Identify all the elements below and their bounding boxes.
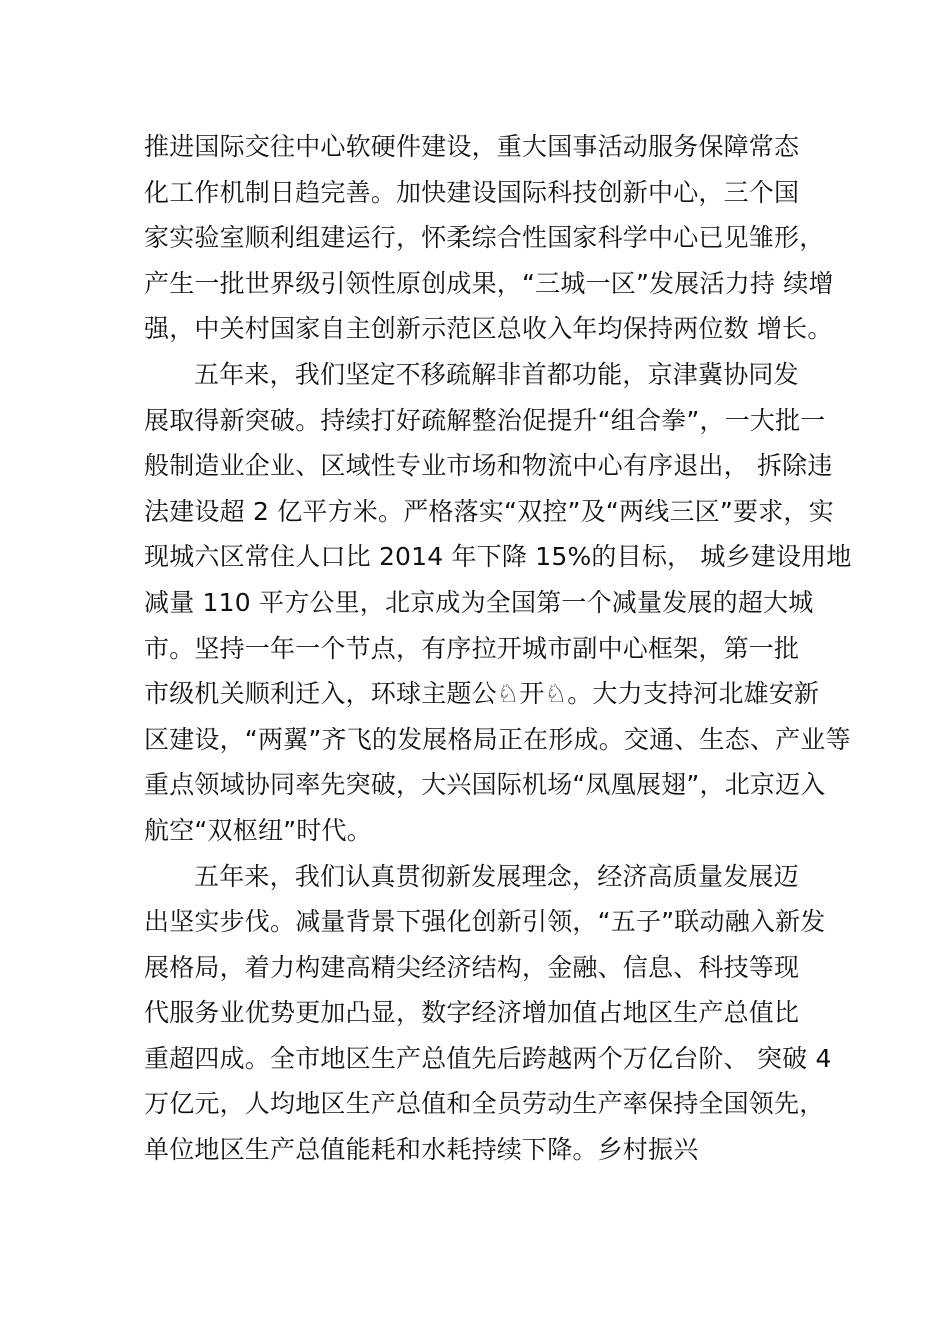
text-line: 家实验室顺利组建运行，怀柔综合性国家科学中心已见雏形， [144, 223, 825, 253]
text-line: 产生一批世界级引领性原创成果，“三城一区”发展活力持 续增 [144, 268, 834, 298]
document-body [144, 124, 852, 1173]
paragraph-1 [144, 124, 834, 352]
text-line: 区建设，“两翼”齐飞的发展格局正在形成。交通、生态、产业等 [144, 724, 851, 754]
paragraph-3 [144, 854, 834, 1173]
text-line: 航空“双枢纽”时代。 [144, 815, 372, 845]
text-line: 五年来，我们认真贯彻新发展理念，经济高质量发展迈 [194, 861, 799, 891]
text-line: 展格局，着力构建高精尖经济结构，金融、信息、科技等现 [144, 952, 800, 982]
text-line: 减量 110 平方公里，北京成为全国第一个减量发展的超大城 [144, 587, 814, 617]
text-line: 出坚实步伐。减量背景下强化创新引领，“五子”联动融入新发 [144, 907, 826, 937]
text-line: 现城六区常住人口比 2014 年下降 15%的目标， 城乡建设用地 [144, 542, 852, 572]
text-line: 市。坚持一年一个节点，有序拉开城市副中心框架，第一批 [144, 633, 800, 663]
text-line: 法建设超 2 亿平方米。严格落实“双控”及“两线三区”要求，实 [144, 496, 834, 526]
text-line: 重点领域协同率先突破，大兴国际机场“凤凰展翅”，北京迈入 [144, 770, 826, 800]
text-line: 展取得新突破。持续打好疏解整治促提升“组合拳”，一大批一 [144, 405, 826, 435]
text-line: 般制造业企业、区域性专业市场和物流中心有序退出， 拆除违 [144, 451, 833, 481]
text-line: 化工作机制日趋完善。加快建设国际科技创新中心，三个国 [144, 177, 800, 207]
text-line: 单位地区生产总值能耗和水耗持续下降。乡村振兴 [144, 1135, 699, 1165]
text-line: 代服务业优势更加凸显，数字经济增加值占地区生产总值比 [144, 998, 800, 1028]
text-line: 万亿元，人均地区生产总值和全员劳动生产率保持全国领先， [144, 1089, 825, 1119]
text-line: 五年来，我们坚定不移疏解非首都功能，京津冀协同发 [194, 359, 799, 389]
text-line: 强，中关村国家自主创新示范区总收入年均保持两位数 增长。 [144, 314, 833, 344]
text-line: 重超四成。全市地区生产总值先后跨越两个万亿台阶、 突破 4 [144, 1043, 832, 1073]
text-line: 推进国际交往中心软硬件建设，重大国事活动服务保障常态 [144, 132, 800, 161]
text-line: 市级机关顺利迁入，环球主题公♘开♘。大力支持河北雄安新 [144, 679, 820, 709]
paragraph-2 [144, 352, 852, 854]
